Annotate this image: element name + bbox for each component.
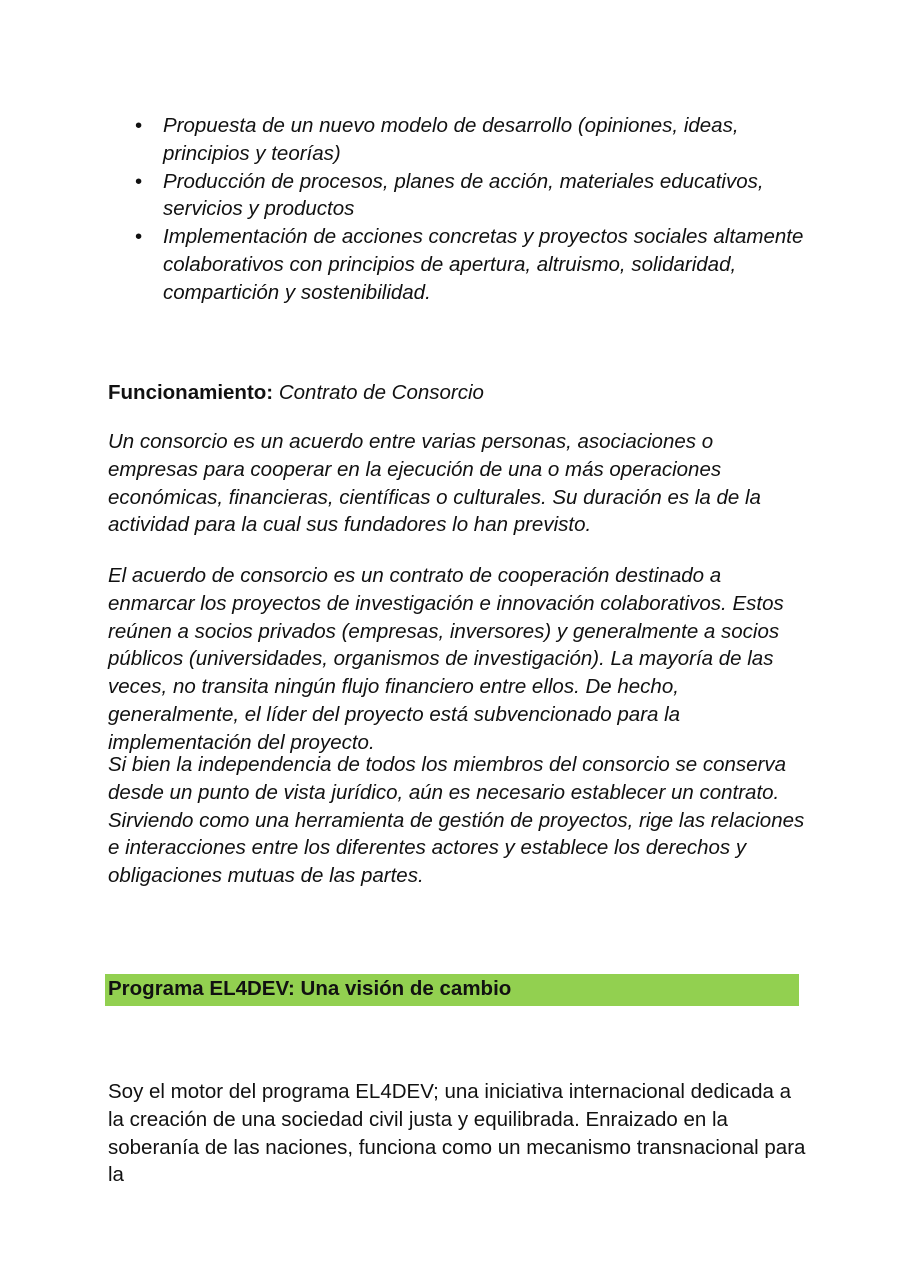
bullet-icon: • [135,225,143,249]
paragraph-acuerdo-consorcio: El acuerdo de consorcio es un contrato de cooperación destinado a enmarcar los proyectos de investigación e innovación colaborativos. Estos reúnen a socios privados (empresas, inversores) y generalmente a socios públicos (universidades, organismos de investigación). La mayoría de las veces, no transita ningún flujo financiero entre ellos. De hecho, generalmente, el líder del proyecto está subvencionado para la implementación del proyecto. [108,564,784,754]
funcionamiento-line [108,379,808,407]
list-item [108,223,808,306]
funcionamiento-label: Funcionamiento: [108,381,274,404]
paragraph-independencia: Si bien la independencia de todos los miembros del consorcio se conserva desde un punto de vista jurídico, aún es necesario establecer un contrato. Sirviendo como una herramienta de gestión de proyectos, rige las relaciones e interacciones entre los diferentes actores y establece los derechos y obligaciones mutuas de las partes. [108,753,805,888]
bullet-text: Implementación de acciones concretas y proyectos sociales altamente colaborativos con principios de apertura, altruismo, solidaridad, compartición y sostenibilidad. [163,225,804,304]
bullet-text: Propuesta de un nuevo modelo de desarrollo (opiniones, ideas, principios y teorías) [163,114,739,165]
list-item [108,168,808,224]
bullet-icon: • [135,169,143,193]
paragraph-consorcio-definition: Un consorcio es un acuerdo entre varias personas, asociaciones o empresas para cooperar en la ejecución de una o más operaciones económicas, financieras, científicas o culturales. Su duración es la de la actividad para la cual sus fundadores lo han previsto. [108,430,761,537]
bullet-list [108,112,808,307]
bullet-icon: • [135,114,143,137]
paragraph-el4dev-intro: Soy el motor del programa EL4DEV; una iniciativa internacional dedicada a la creación de una sociedad civil justa y equilibrada. Enraizado en la soberanía de las naciones, funciona como un mecanismo transnacional para la [108,1080,806,1187]
list-item [108,112,808,168]
section-heading-bar [105,974,799,1006]
funcionamiento-value: Contrato de Consorcio [278,381,484,404]
bullet-text: Producción de procesos, planes de acción, materiales educativos, servicios y productos [163,169,764,221]
section-heading: Programa EL4DEV: Una visión de cambio [108,977,512,1000]
